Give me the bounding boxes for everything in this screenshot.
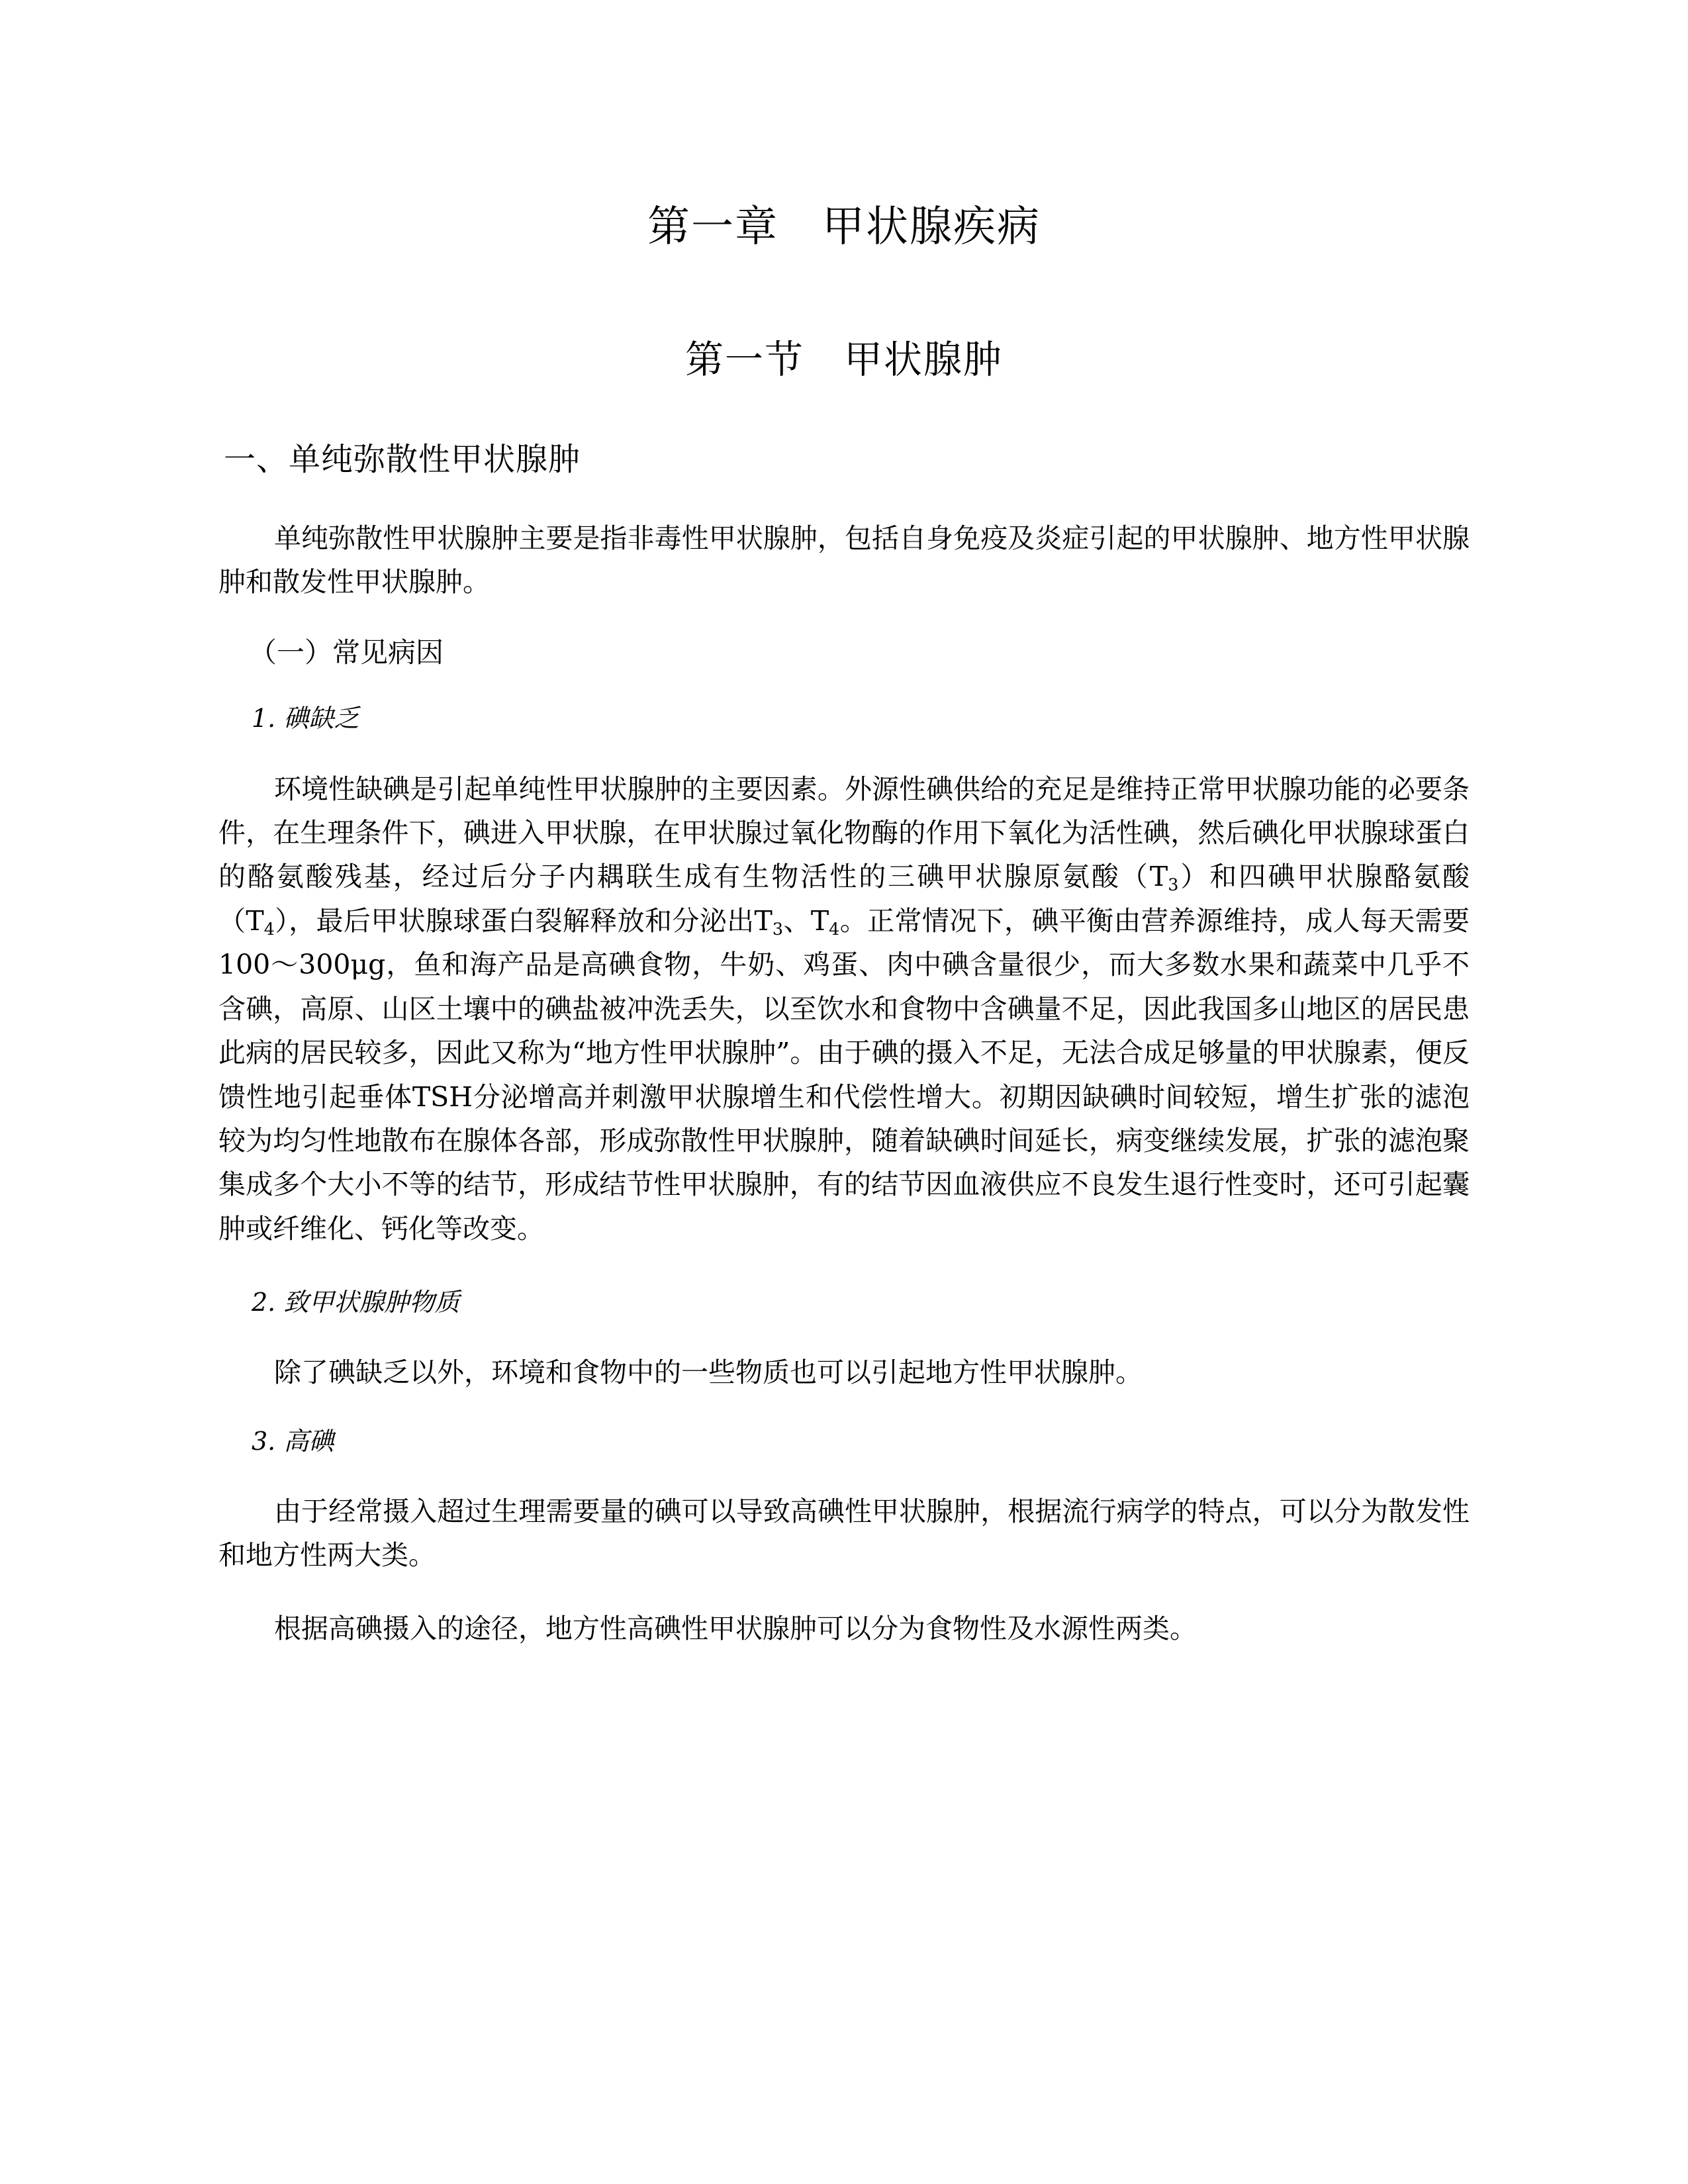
subscript-t3-a: 3 xyxy=(1168,875,1179,895)
section-title: 第一节 甲状腺肿 xyxy=(684,337,1003,383)
heading-common-causes: （一）常见病因 xyxy=(249,636,444,669)
paragraph-goitrogens: 除了碘缺乏以外，环境和食物中的一些物质也可以引起地方性甲状腺肿。 xyxy=(274,1356,1143,1389)
heading-goitrogenic-substances: 2. 致甲状腺肿物质 xyxy=(252,1288,460,1317)
subscript-t4-b: 4 xyxy=(829,919,840,939)
heading-high-iodine: 3. 高碘 xyxy=(252,1426,334,1456)
paragraph-run-d: 、T xyxy=(783,904,829,937)
paragraph-high-iodine-routes: 根据高碘摄入的途径，地方性高碘性甲状腺肿可以分为食物性及水源性两类。 xyxy=(274,1612,1197,1644)
subscript-t4-a: 4 xyxy=(263,919,275,939)
paragraph-run-e: 。正常情况下，碘平衡由营养源维持，成人每天需要100～300μg，鱼和海产品是高碘食物，牛奶、鸡蛋、肉中碘含量很少，而大多数水果和蔬菜中几乎不含碘，高原、山区土壤中的碘盐被冲洗丢失，以至饮水和食物中含碘量不足，因此我国多山地区的居民患此病的居民较多，因此又称为“地方性甲状腺肿”。由于碘的摄入不足，无法合成足够量的甲状腺素，便反馈性地引起垂体TSH分泌增高并刺激甲状腺增生和代偿性增大。初期因缺碘时间较短，增生扩张的滤泡较为均匀性地散布在腺体各部，形成弥散性甲状腺肿，随着缺碘时间延长，病变继续发展，扩张的滤泡聚集成多个大小不等的结节，形成结节性甲状腺肿，有的结节因血液供应不良发生退行性变时，还可引起囊肿或纤维化、钙化等改变。 xyxy=(218,904,1470,1245)
paragraph-run-c: ），最后甲状腺球蛋白裂解释放和分泌出T xyxy=(274,904,773,937)
chapter-title: 第一章 甲状腺疾病 xyxy=(647,203,1041,252)
paragraph-intro: 单纯弥散性甲状腺肿主要是指非毒性甲状腺肿，包括自身免疫及炎症引起的甲状腺肿、地方性甲状腺肿和散发性甲状腺肿。 xyxy=(218,522,1470,598)
paragraph-iodine-deficiency xyxy=(218,767,1470,1251)
paragraph-high-iodine-classification: 由于经常摄入超过生理需要量的碘可以导致高碘性甲状腺肿，根据流行病学的特点，可以分为散发性和地方性两大类。 xyxy=(218,1495,1470,1572)
heading-iodine-deficiency: 1. 碘缺乏 xyxy=(252,704,359,734)
subscript-t3-b: 3 xyxy=(772,919,784,939)
heading-simple-diffuse-goiter: 一、单纯弥散性甲状腺肿 xyxy=(224,440,581,478)
paragraph-run-b: ）和四碘甲状腺酪氨酸（T xyxy=(218,861,1470,937)
paragraph-run-a: 环境性缺碘是引起单纯性甲状腺肿的主要因素。外源性碘供给的充足是维持正常甲状腺功能的必要条件，在生理条件下，碘进入甲状腺，在甲状腺过氧化物酶的作用下氧化为活性碘，然后碘化甲状腺球蛋白的酪氨酸残基，经过后分子内耦联生成有生物活性的三碘甲状腺原氨酸（T xyxy=(218,773,1470,893)
